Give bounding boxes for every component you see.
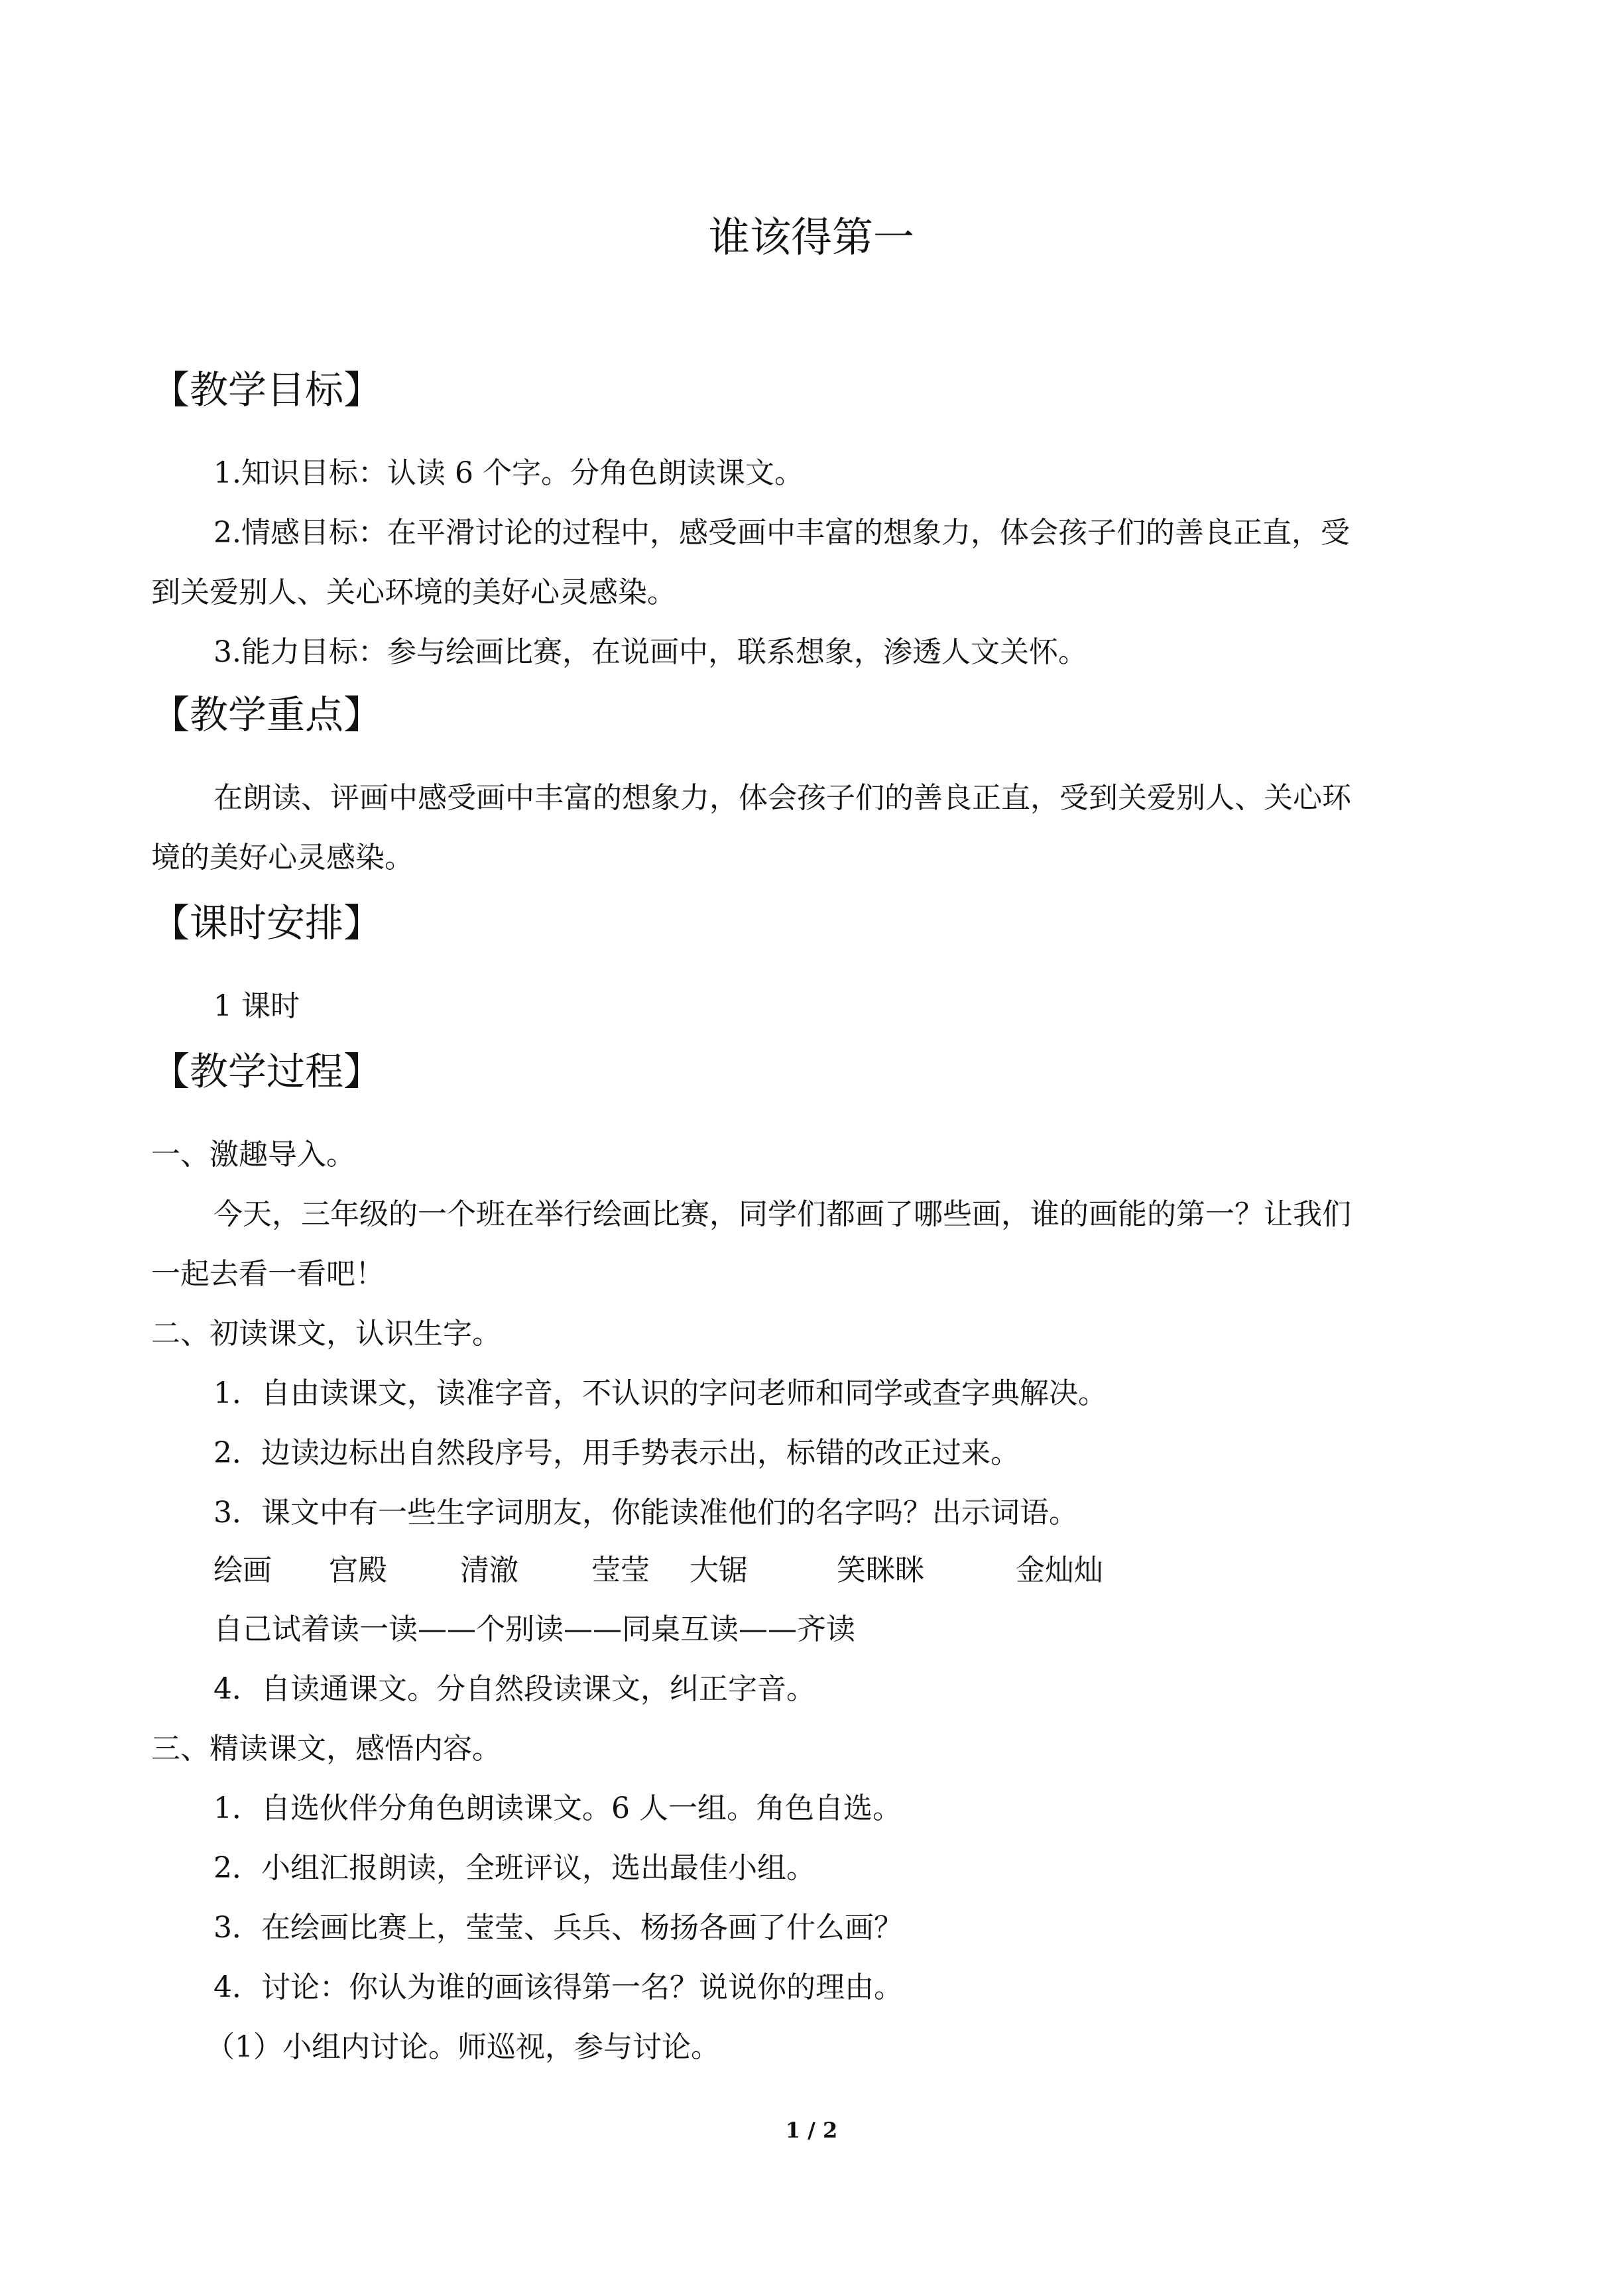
part3-item-4: 4．讨论：你认为谁的画该得第一名？说说你的理由。 <box>213 1970 903 2004</box>
page-number: 1 / 2 <box>785 2118 838 2143</box>
part2-item-1: 1．自由读课文，读准字音，不认识的字问老师和同学或查字典解决。 <box>213 1376 1107 1410</box>
part3-sub-item-1: （1）小组内讨论。师巡视，参与讨论。 <box>206 2030 720 2064</box>
vocab-word: 莹莹 <box>591 1553 650 1587</box>
part3-item-2: 2．小组汇报朗读，全班评议，选出最佳小组。 <box>213 1851 815 1885</box>
schedule-line: 1 课时 <box>213 989 300 1023</box>
vocab-word: 绘画 <box>213 1553 272 1587</box>
goal-line-2: 2.情感目标：在平滑讨论的过程中，感受画中丰富的想象力，体会孩子们的善良正直，受 <box>213 516 1350 550</box>
vocab-word: 笑眯眯 <box>837 1553 924 1587</box>
vocab-word: 大锯 <box>690 1553 748 1587</box>
document-title: 谁该得第一 <box>708 213 914 261</box>
part2-item-3: 3．课文中有一些生字词朋友，你能读准他们的名字吗？出示词语。 <box>213 1496 1078 1530</box>
part3-item-1: 1．自选伙伴分角色朗读课文。6 人一组。角色自选。 <box>213 1791 902 1825</box>
vocab-word: 金灿灿 <box>1016 1553 1103 1587</box>
focus-line-2: 境的美好心灵感染。 <box>151 841 414 875</box>
part3-title: 三、精读课文，感悟内容。 <box>151 1732 501 1766</box>
part3-item-3: 3．在绘画比赛上，莹莹、兵兵、杨扬各画了什么画？ <box>213 1911 903 1945</box>
vocabulary-row <box>0 1551 1623 1591</box>
vocab-word: 宫殿 <box>329 1553 387 1587</box>
heading-teaching-focus: 【教学重点】 <box>151 692 383 737</box>
part2-item-4: 4．自读通课文。分自然段读课文，纠正字音。 <box>213 1672 815 1706</box>
heading-schedule: 【课时安排】 <box>151 900 383 945</box>
part2-reading-steps: 自己试着读一读——个别读——同桌互读——齐读 <box>213 1612 855 1646</box>
goal-line-1: 1.知识目标：认读 6 个字。分角色朗读课文。 <box>213 456 804 490</box>
goal-line-2-cont: 到关爱别人、关心环境的美好心灵感染。 <box>151 575 676 609</box>
part1-title: 一、激趣导入。 <box>151 1138 355 1172</box>
part2-title: 二、初读课文，认识生字。 <box>151 1317 501 1351</box>
heading-teaching-goals: 【教学目标】 <box>151 367 383 412</box>
heading-teaching-process: 【教学过程】 <box>151 1049 383 1094</box>
goal-line-3: 3.能力目标：参与绘画比赛，在说画中，联系想象，渗透人文关怀。 <box>213 635 1087 669</box>
part1-line-2: 一起去看一看吧！ <box>151 1257 385 1291</box>
focus-line-1: 在朗读、评画中感受画中丰富的想象力，体会孩子们的善良正直，受到关爱别人、关心环 <box>213 781 1351 815</box>
vocab-word: 清澈 <box>460 1553 518 1587</box>
part1-line-1: 今天，三年级的一个班在举行绘画比赛，同学们都画了哪些画，谁的画能的第一？让我们 <box>213 1197 1351 1231</box>
part2-item-2: 2．边读边标出自然段序号，用手势表示出，标错的改正过来。 <box>213 1436 1020 1470</box>
